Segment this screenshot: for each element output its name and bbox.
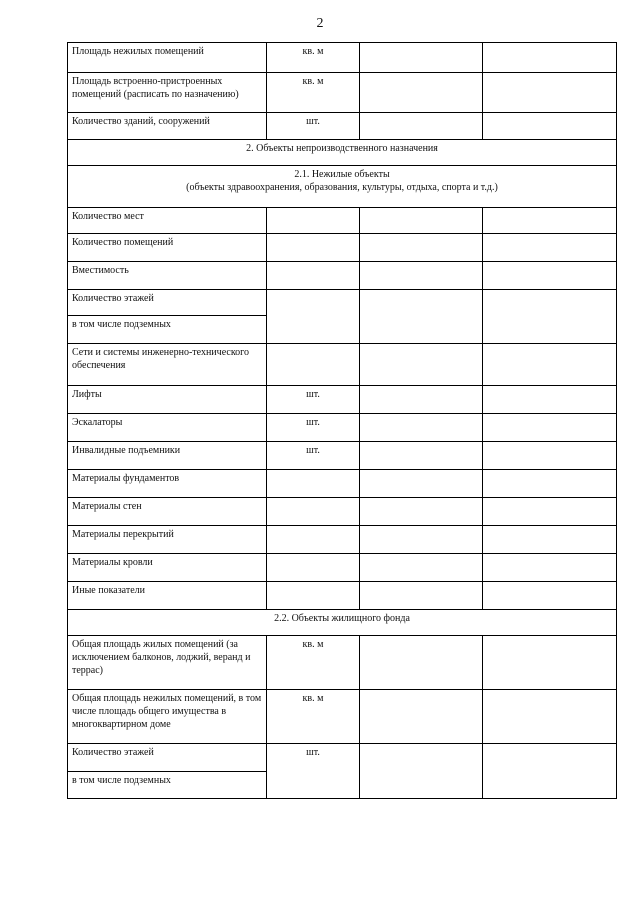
row-label: Материалы перекрытий (68, 526, 267, 554)
row-unit (267, 234, 360, 262)
page-number: 2 (316, 16, 324, 31)
row-label: Сети и системы инженерно-технического обеспечения (68, 344, 267, 386)
table-row (68, 113, 617, 140)
table-row (68, 43, 617, 73)
section-heading-2-2: 2.2. Объекты жилищного фонда (68, 610, 617, 636)
value-cell[interactable] (360, 690, 483, 744)
row-label: Количество помещений (68, 234, 267, 262)
table-row (68, 554, 617, 582)
value-cell[interactable] (483, 344, 617, 386)
value-cell[interactable] (360, 386, 483, 414)
row-label: Материалы фундаментов (68, 470, 267, 498)
value-cell[interactable] (483, 470, 617, 498)
row-sublabel: в том числе подземных (68, 772, 267, 799)
value-cell[interactable] (360, 262, 483, 290)
table-row (68, 386, 617, 414)
table-row (68, 290, 617, 316)
value-cell[interactable] (483, 690, 617, 744)
value-cell[interactable] (483, 386, 617, 414)
value-cell[interactable] (360, 526, 483, 554)
row-unit: шт. (267, 414, 360, 442)
table-row (68, 262, 617, 290)
row-label: Количество этажей (68, 744, 267, 772)
table-row (68, 234, 617, 262)
row-label: Количество мест (68, 208, 267, 234)
value-cell[interactable] (360, 414, 483, 442)
value-cell[interactable] (483, 526, 617, 554)
row-label: Площадь встроенно-пристроенных помещений (расписать по назначению) (68, 73, 267, 113)
value-cell[interactable] (483, 414, 617, 442)
value-cell[interactable] (360, 498, 483, 526)
value-cell[interactable] (483, 43, 617, 73)
value-cell[interactable] (360, 234, 483, 262)
row-unit (267, 262, 360, 290)
value-cell[interactable] (483, 290, 617, 344)
value-cell[interactable] (360, 636, 483, 690)
row-unit (267, 498, 360, 526)
table-row (68, 498, 617, 526)
table-row (68, 414, 617, 442)
row-label: Иные показатели (68, 582, 267, 610)
row-label: Лифты (68, 386, 267, 414)
value-cell[interactable] (360, 344, 483, 386)
row-unit: кв. м (267, 73, 360, 113)
value-cell[interactable] (360, 744, 483, 799)
value-cell[interactable] (483, 744, 617, 799)
value-cell[interactable] (360, 113, 483, 140)
row-label: Эскалаторы (68, 414, 267, 442)
table-row (68, 344, 617, 386)
table-row (68, 442, 617, 470)
table-row (68, 208, 617, 234)
section-heading-2-1 (68, 166, 617, 208)
value-cell[interactable] (360, 470, 483, 498)
value-cell[interactable] (483, 234, 617, 262)
row-unit (267, 290, 360, 344)
row-label: Общая площадь нежилых помещений, в том числе площадь общего имущества в многоквартирном доме (68, 690, 267, 744)
value-cell[interactable] (360, 73, 483, 113)
row-label: Площадь нежилых помещений (68, 43, 267, 73)
row-label: Инвалидные подъемники (68, 442, 267, 470)
value-cell[interactable] (360, 43, 483, 73)
row-unit (267, 344, 360, 386)
value-cell[interactable] (483, 113, 617, 140)
section-heading-2-1-title: 2.1. Нежилые объекты (294, 169, 390, 180)
table-row (68, 526, 617, 554)
value-cell[interactable] (483, 498, 617, 526)
row-unit: шт. (267, 442, 360, 470)
table-row (68, 470, 617, 498)
indicators-table (67, 42, 617, 799)
value-cell[interactable] (483, 554, 617, 582)
row-unit: кв. м (267, 636, 360, 690)
value-cell[interactable] (360, 442, 483, 470)
row-unit: кв. м (267, 690, 360, 744)
row-unit (267, 470, 360, 498)
value-cell[interactable] (483, 442, 617, 470)
section-heading-2: 2. Объекты непроизводственного назначения (68, 140, 617, 166)
value-cell[interactable] (483, 208, 617, 234)
value-cell[interactable] (360, 582, 483, 610)
row-unit: кв. м (267, 43, 360, 73)
row-label: Материалы стен (68, 498, 267, 526)
row-label: Количество этажей (68, 290, 267, 316)
table-row (68, 690, 617, 744)
value-cell[interactable] (360, 208, 483, 234)
value-cell[interactable] (483, 262, 617, 290)
row-unit: шт. (267, 386, 360, 414)
row-unit (267, 554, 360, 582)
value-cell[interactable] (483, 73, 617, 113)
table-row (68, 582, 617, 610)
value-cell[interactable] (483, 636, 617, 690)
row-label: Материалы кровли (68, 554, 267, 582)
value-cell[interactable] (360, 290, 483, 344)
value-cell[interactable] (483, 582, 617, 610)
row-unit: шт. (267, 744, 360, 799)
table-row (68, 744, 617, 772)
row-unit (267, 208, 360, 234)
row-label: Количество зданий, сооружений (68, 113, 267, 140)
row-sublabel: в том числе подземных (68, 316, 267, 344)
row-unit (267, 526, 360, 554)
row-label: Общая площадь жилых помещений (за исключением балконов, лоджий, веранд и террас) (68, 636, 267, 690)
section-heading-2-1-note: (объекты здравоохранения, образования, культуры, отдыха, спорта и т.д.) (186, 182, 498, 193)
row-label: Вместимость (68, 262, 267, 290)
value-cell[interactable] (360, 554, 483, 582)
table-row (68, 636, 617, 690)
table-row (68, 73, 617, 113)
row-unit: шт. (267, 113, 360, 140)
row-unit (267, 582, 360, 610)
